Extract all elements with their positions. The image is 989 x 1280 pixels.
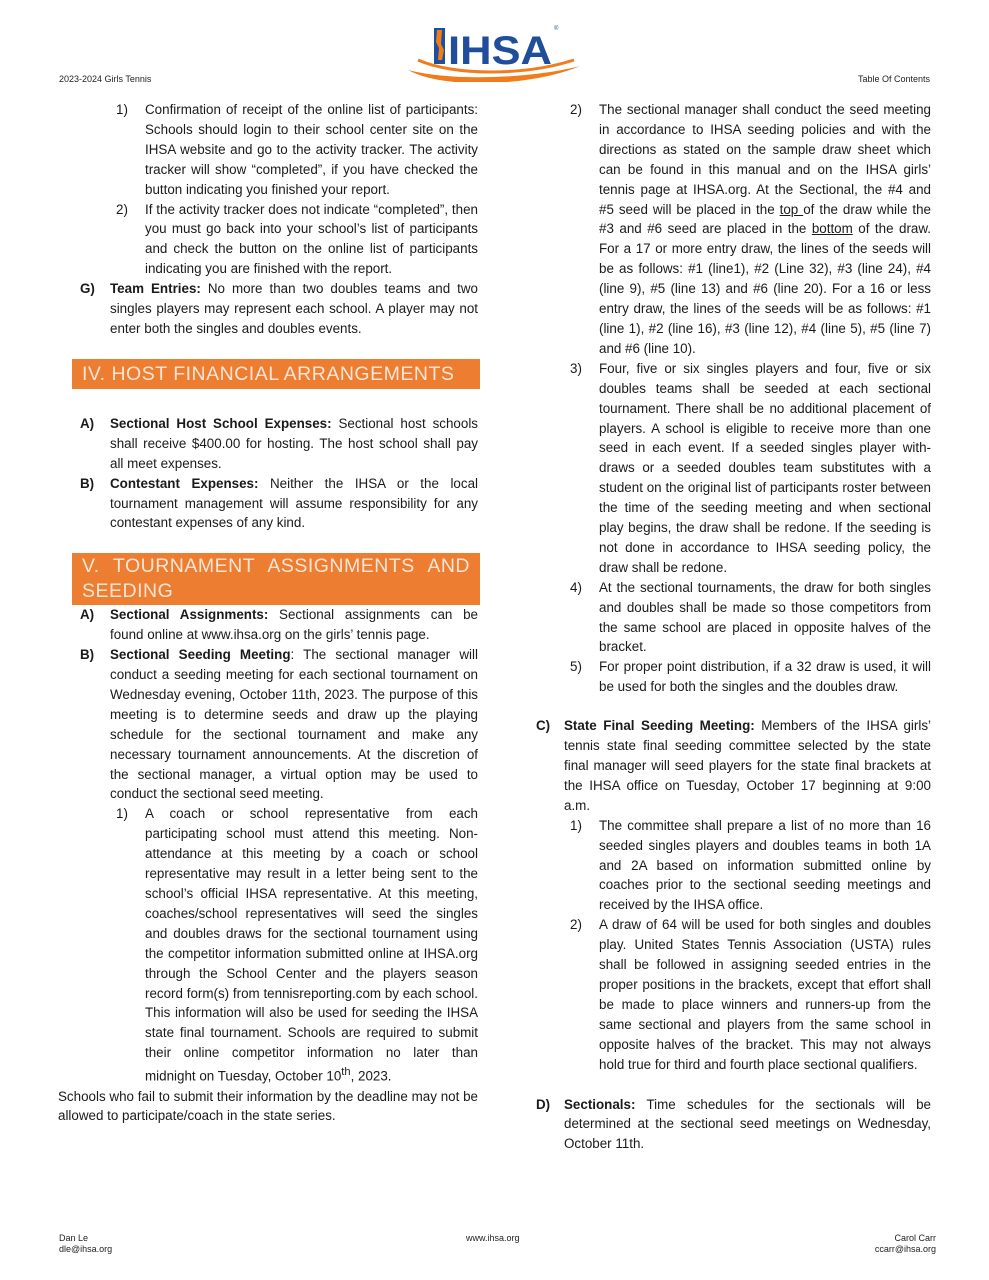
footer-right-email[interactable]: ccarr@ihsa.org [874,1244,936,1254]
item-title: Contestant Expenses: [110,475,259,491]
section-heading-host-financial: IV. HOST FINANCIAL ARRANGEMENTS [72,359,480,389]
section-item-host-expenses [58,414,478,474]
superscript: th [341,1066,351,1079]
list-item [58,200,478,280]
underline-bottom: bottom [811,221,853,237]
right-column [536,100,931,1154]
section-item-sectional-assignments [58,605,478,645]
item-text: Time schedules for the sectionals will be determined at the sectional seed meetings on Wednesday, October 11th. [564,1096,931,1152]
item-title: Sectional Seeding Meeting [110,647,291,663]
list-text: The sectional manager shall conduct the seed meeting in accordance to IHSA seeding policies and with the directions as stated on the sample draw sheet which can be found in this manual and on the IHSA girls’ tennis page at IHSA.org. At the Sectional, the #4 and #5 seed will be placed in the [599,102,931,217]
header-doc-title: 2023-2024 Girls Tennis [59,74,152,84]
list-number: 2) [570,102,582,117]
header-toc-link[interactable]: Table Of Contents [857,74,930,84]
item-title: State Final Seeding Meeting: [564,718,755,734]
footer-right-name: Carol Carr [894,1233,936,1243]
item-letter: G) [80,281,95,297]
left-column [58,100,478,1126]
footer-website-link[interactable]: www.ihsa.org [466,1233,520,1243]
item-title: Sectional Assignments: [110,607,269,623]
list-text: A coach or school representative from each participating school must attend this meeting. Non-attendance at this meeting by a coach or school representative may result in a letter being sent to the school’s official IHSA representative. At this meeting, coaches/school representatives will seed the singles and doubles draws for the sectional tournament using the competitor information submitted online at IHSA.org through the School Center and the players season record form(s) from tennisreporting.com by each school. This information will also be used for seeding the IHSA state final tournament. Schools are required to submit their online competitor information no later than midnight on Tuesday, October 10 [145,806,478,1084]
ihsa-logo [404,20,584,82]
list-item [536,578,931,658]
section-heading-tournament-assignments: V. TOURNAMENT ASSIGNMENTS AND SEEDING [72,553,480,605]
section-item-sectionals [536,1095,931,1155]
item-letter: C) [536,718,551,734]
item-letter: D) [536,1096,551,1112]
section-item-state-final-seeding [536,716,931,816]
list-item [58,804,478,1086]
logo-wordmark: IHSA [448,29,552,73]
list-item [536,359,931,578]
list-text: of the draw while the #3 and #6 seed are placed in the [599,201,931,237]
list-text-end: , 2023. [350,1068,392,1084]
list-text: The committee shall prepare a list of no more than 16 seeded singles players and doubles teams in both 1A and 2A based on information submitted online by coaches prior to the sectional seeding meetings and received by the IHSA office. [599,817,931,913]
list-number: 2) [116,201,128,217]
list-number: 1) [570,817,582,833]
list-text: At the sectional tournaments, the draw for both singles and doubles shall be made so those competitors from the same school are placed in opposite halves of the bracket. [599,579,931,655]
item-text: Members of the IHSA girls’ tennis state final seeding committee selected by the state final manager will seed players for the state final brackets at the IHSA office on Tuesday, October 17 beginning at 9:00 a.m. [564,718,931,813]
list-item [536,915,931,1074]
footer-left-name: Dan Le [59,1233,89,1243]
list-number: 1) [116,102,128,117]
underline-top: top [779,201,804,217]
list-number: 4) [570,579,582,595]
item-title: Sectionals: [564,1096,636,1112]
item-text: Sectional host schools shall receive $400.00 for hosting. The host school shall pay all meet expenses. [110,415,478,471]
footer-left-email[interactable]: dle@ihsa.org [59,1244,113,1254]
item-letter: B) [80,475,95,491]
list-number: 3) [570,360,582,376]
item-title: Sectional Host School Expenses: [110,415,332,431]
list-item [536,657,931,697]
item-text: Neither the IHSA or the local tournament management will assume responsibility for any contestant expenses of any kind. [110,475,478,531]
footer-left-contact [59,1233,112,1255]
section-item-team-entries [58,279,478,339]
item-letter: B) [80,647,95,663]
closing-paragraph: Schools who fail to submit their information by the deadline may not be allowed to participate/coach in the state series. [58,1088,478,1124]
list-number: 5) [570,659,582,675]
svg-text:®: ® [554,26,559,32]
footer-right-contact [875,1233,936,1255]
item-text: No more than two doubles teams and two singles players may represent each school. A player may not enter both the singles and doubles events. [110,281,479,336]
item-letter: A) [80,415,95,431]
item-letter: A) [80,607,95,623]
list-text: Four, five or six singles players and four, five or six doubles teams shall be seeded at each sectional tournament. There shall be no additional placement of players. A school is eligible to receive more than one seed in each event. If a seeded singles player with- draws or a seeded doubles team substitutes with a student on the original list of participants roster between the time of the seeding meeting and when sectional play begins, the draw shall be redone. If the seeding is not done in accordance to IHSA seeding policy, the draw shall be redone. [599,360,931,575]
list-text: Confirmation of receipt of the online list of participants: Schools should login to their school center site on the IHSA website and go to the activity tracker. The activity tracker will show “completed”, if you have checked the button indicating you finished your report. [145,102,478,197]
list-number: 1) [116,806,128,822]
item-text: : The sectional manager will conduct a seeding meeting for each sectional tournament on Wednesday evening, October 11th, 2023. The purpose of this meeting is to determine seeds and draw up the playing schedule for the sectional tournament and make any necessary tournament announcements. At the discretion of the sectional manager, a virtual option may be used to conduct the sectional seed meeting. [110,647,478,802]
list-text: If the activity tracker does not indicate “completed”, then you must go back into your school’s list of participants and check the button on the online list of participants indicating you are finished with the report. [145,201,478,277]
item-title: Team Entries: [110,281,201,297]
list-text: For proper point distribution, if a 32 draw is used, it will be used for both the singles and the doubles draw. [599,659,931,695]
section-item-seeding-meeting [58,645,478,804]
list-item [536,816,931,916]
list-item [536,100,931,359]
list-item [58,100,478,200]
list-text: A draw of 64 will be used for both singles and doubles play. United States Tennis Association (USTA) rules shall be followed in assigning seeded entries in the proper positions in the brackets, except that effort shall be made to place winners and runners-up from the same sectional and players from the same school in opposite halves of the bracket. This may not always hold true for third and fourth place sectional qualifiers. [599,917,931,1072]
section-item-contestant-expenses [58,474,478,534]
item-text: Sectional assignments can be found online at www.ihsa.org on the girls’ tennis page. [110,607,478,643]
list-text: of the draw. For a 17 or more entry draw, the lines of the seeds will be as follows: #1 (line1), #2 (Line 32), #3 (line 24), #4 (line 9), #5 (line 13) and #6 (line 20). For a 16 or less entry draw, the lines of the seeds will be as follows: #1 (line 1), #2 (line 16), #3 (line 12), #4 (line 5), #5 (line 7) and #6 (line 10). [599,221,932,356]
list-number: 2) [570,917,582,933]
